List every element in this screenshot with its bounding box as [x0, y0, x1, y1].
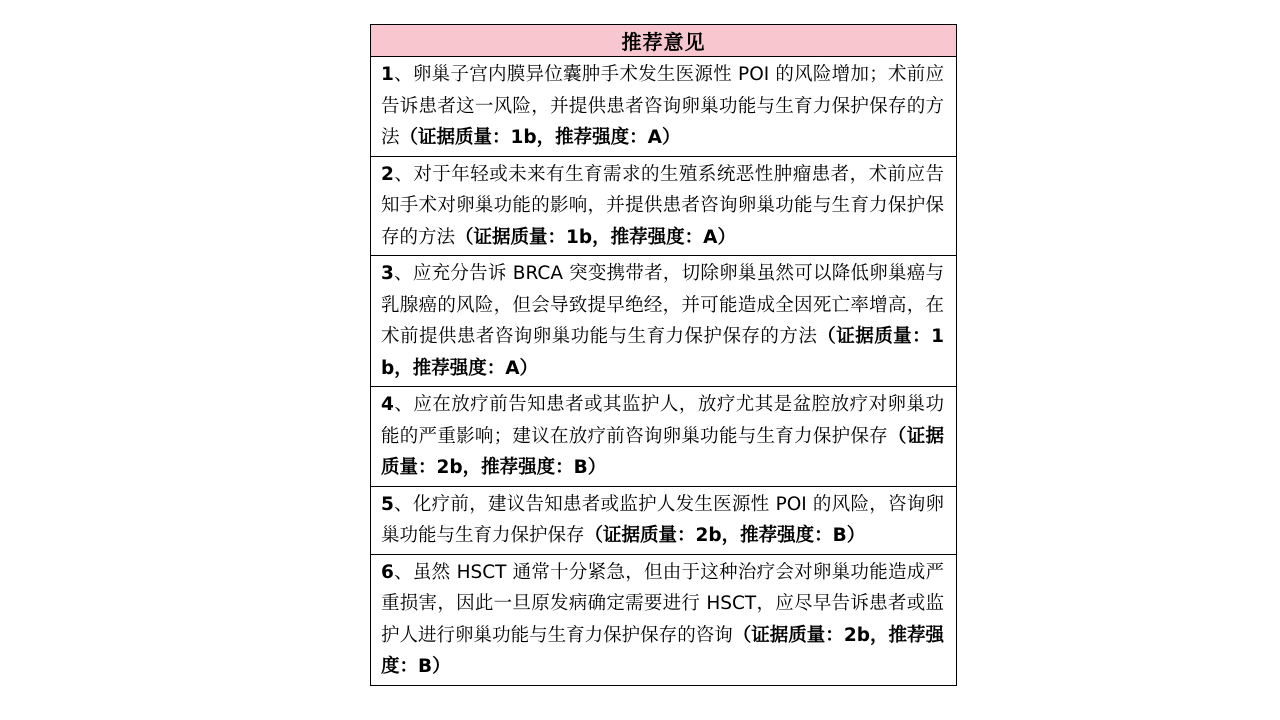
table-row: [371, 486, 957, 554]
evidence-grade: （证据质量：1b，推荐强度：A）: [455, 226, 736, 248]
recommendation-cell-5: [371, 486, 957, 554]
evidence-grade: （证据质量：1b，推荐强度：A）: [381, 326, 944, 379]
recommendation-number: 5: [381, 493, 394, 515]
table-row: [371, 387, 957, 487]
evidence-grade: （证据质量：2b，推荐强度：B）: [381, 425, 944, 478]
recommendation-text: 、应充分告诉 BRCA 突变携带者，切除卵巢虽然可以降低卵巢癌与乳腺癌的风险，但会导致提早绝经，并可能造成全因死亡率增高，在术前提供患者咨询卵巢功能与生育力保护保存的方法: [381, 263, 944, 347]
recommendation-cell-4: [371, 387, 957, 487]
recommendation-text: 、应在放疗前告知患者或其监护人，放疗尤其是盆腔放疗对卵巢功能的严重影响；建议在放疗前咨询卵巢功能与生育力保护保存: [381, 394, 944, 447]
table-header: 推荐意见: [371, 25, 957, 57]
recommendation-text: 、化疗前，建议告知患者或监护人发生医源性 POI 的风险，咨询卵巢功能与生育力保护保存: [381, 493, 944, 546]
table-row: [371, 156, 957, 256]
evidence-grade: （证据质量：1b，推荐强度：A）: [399, 127, 681, 148]
recommendation-cell-2: [371, 156, 957, 256]
recommendation-number: 1: [381, 64, 394, 85]
recommendation-text: 、对于年轻或未来有生育需求的生殖系统恶性肿瘤患者，术前应告知手术对卵巢功能的影响，并提供患者咨询卵巢功能与生育力保护保存的方法: [381, 163, 944, 248]
recommendation-number: 2: [381, 163, 394, 185]
recommendation-cell-1: [371, 57, 957, 157]
recommendation-number: 4: [381, 394, 394, 415]
recommendation-table: [370, 24, 957, 686]
table-row: [371, 256, 957, 387]
recommendation-cell-3: [371, 256, 957, 387]
recommendation-text: 、虽然 HSCT 通常十分紧急，但由于这种治疗会对卵巢功能造成严重损害，因此一旦原发病确定需要进行 HSCT，应尽早告诉患者或监护人进行卵巢功能与生育力保护保存的咨询: [381, 561, 944, 646]
table-row: [371, 57, 957, 157]
recommendation-cell-6: [371, 554, 957, 685]
evidence-grade: （证据质量：2b，推荐强度：B）: [381, 624, 944, 677]
recommendation-number: 6: [381, 561, 394, 583]
table-row: [371, 554, 957, 685]
recommendation-number: 3: [381, 263, 394, 284]
evidence-grade: （证据质量：2b，推荐强度：B）: [584, 525, 866, 546]
table-header-row: [371, 25, 957, 57]
recommendation-text: 、卵巢子宫内膜异位囊肿手术发生医源性 POI 的风险增加；术前应告诉患者这一风险，并提供患者咨询卵巢功能与生育力保护保存的方法: [381, 64, 944, 148]
